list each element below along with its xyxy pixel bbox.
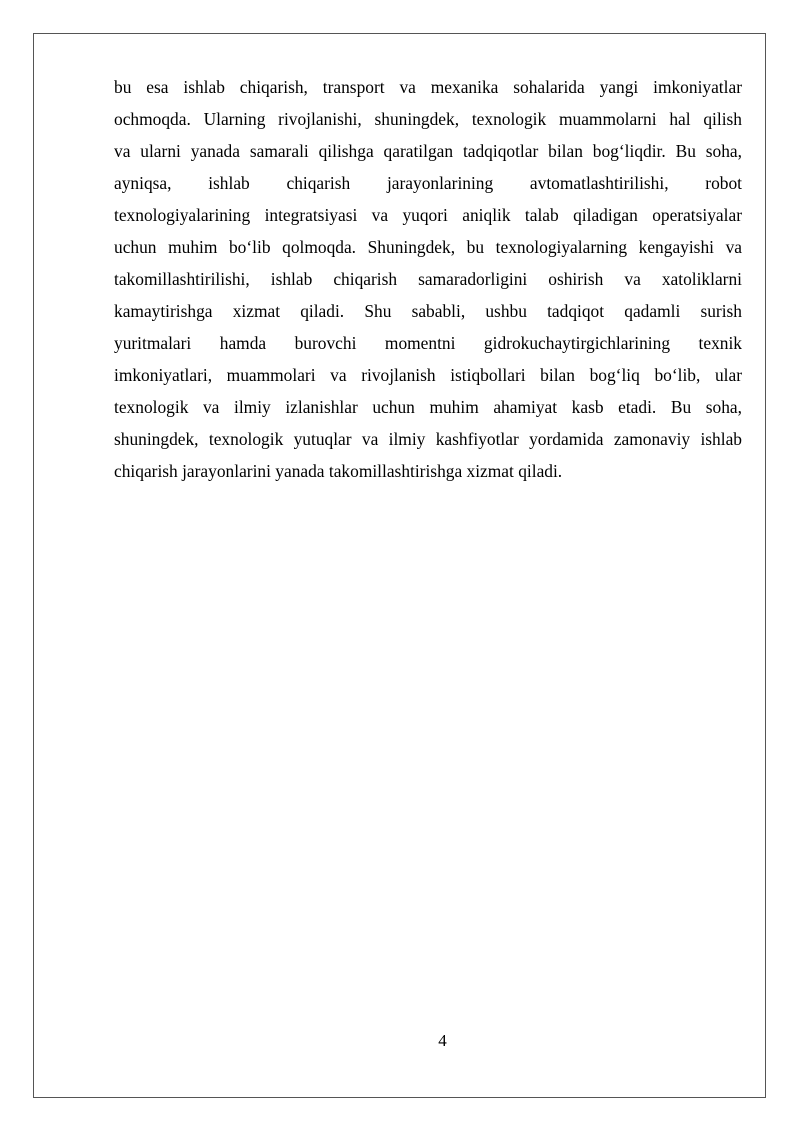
paragraph-line: bu esa ishlab chiqarish, transport va mexanika sohalarida yangi imkoniyatlar [114,77,742,97]
body-paragraph [114,71,742,487]
paragraph-line: takomillashtirilishi, ishlab chiqarish samaradorligini oshirish va xatoliklarni [114,269,742,289]
paragraph-line: kamaytirishga xizmat qiladi. Shu sababli, ushbu tadqiqot qadamli surish [114,301,742,321]
paragraph-line: texnologiyalarining integratsiyasi va yuqori aniqlik talab qiladigan operatsiyalar [114,205,742,225]
paragraph-line: va ularni yanada samarali qilishga qaratilgan tadqiqotlar bilan bog‘liqdir. Bu soha, [114,141,742,161]
page-number: 4 [438,1031,447,1050]
paragraph-line: yuritmalari hamda burovchi momentni gidrokuchaytirgichlarining texnik [114,333,742,353]
paragraph-line: texnologik va ilmiy izlanishlar uchun muhim ahamiyat kasb etadi. Bu soha, [114,397,742,417]
paragraph-line: chiqarish jarayonlarini yanada takomillashtirishga xizmat qiladi. [114,461,563,481]
paragraph-line: ayniqsa, ishlab chiqarish jarayonlarining avtomatlashtirilishi, robot [114,173,742,193]
paragraph-line: uchun muhim bo‘lib qolmoqda. Shuningdek, bu texnologiyalarning kengayishi va [114,237,742,257]
paragraph-line: imkoniyatlari, muammolari va rivojlanish istiqbollari bilan bog‘liq bo‘lib, ular [114,365,742,385]
paragraph-line: ochmoqda. Ularning rivojlanishi, shuningdek, texnologik muammolarni hal qilish [114,109,742,129]
paragraph-line: shuningdek, texnologik yutuqlar va ilmiy kashfiyotlar yordamida zamonaviy ishlab [114,429,742,449]
